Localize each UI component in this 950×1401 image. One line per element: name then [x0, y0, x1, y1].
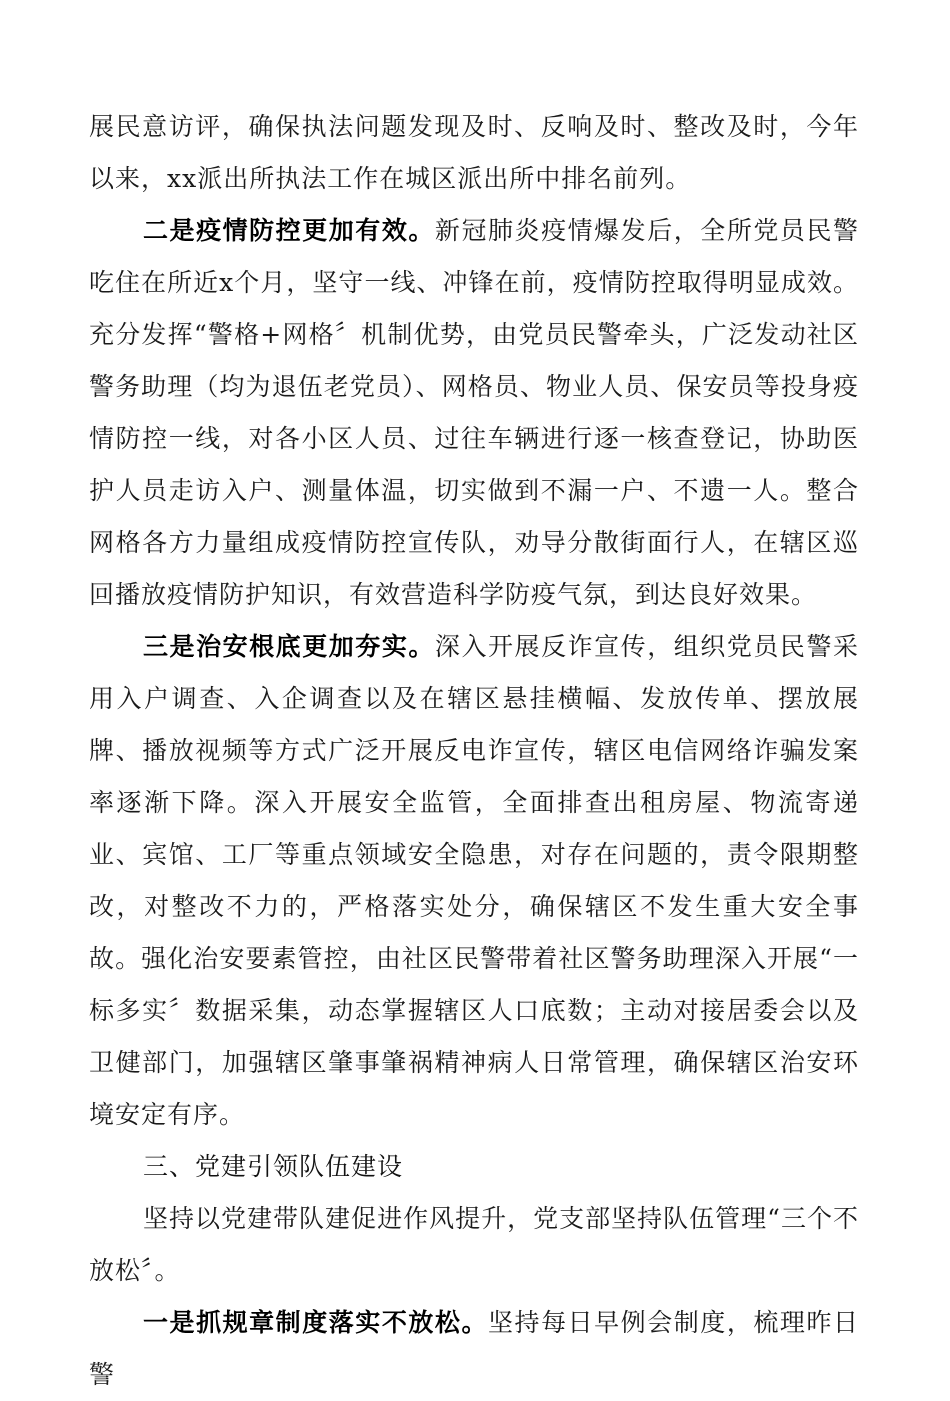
- paragraph-lead: 二是疫情防控更加有效。: [143, 216, 435, 245]
- section-heading: [89, 1141, 859, 1193]
- paragraph-public-security: [89, 621, 859, 1141]
- paragraph-lead: 三是治安根底更加夯实。: [143, 632, 435, 661]
- paragraph-rules-enforcement: [89, 1297, 859, 1401]
- paragraph-lead: 一是抓规章制度落实不放松。: [143, 1308, 488, 1337]
- paragraph-text: 坚持每日早例会制度，梳理昨日警: [89, 1308, 859, 1389]
- section-heading-text: 三、党建引领队伍建设: [143, 1152, 404, 1181]
- paragraph-text: 深入开展反诈宣传，组织党员民警采用入户调查、入企调查以及在辖区悬挂横幅、发放传单、摆放展牌、播放视频等方式广泛开展反电诈宣传，辖区电信网络诈骗发案率逐渐下降。深入开展安全监管，全面排查出租房屋、物流寄递业、宾馆、工厂等重点领域安全隐患，对存在问题的，责令限期整改，对整改不力的，严格落实处分，确保辖区不发生重大安全事故。强化治安要素管控，由社区民警带着社区警务助理深入开展“一标多实〞数据采集，动态掌握辖区人口底数；主动对接居委会以及卫健部门，加强辖区肇事肇祸精神病人日常管理，确保辖区治安环境安定有序。: [89, 632, 859, 1129]
- document-body: [89, 101, 859, 1401]
- paragraph-text: 展民意访评，确保执法问题发现及时、反响及时、整改及时，今年以来，xx派出所执法工作在城区派出所中排名前列。: [89, 112, 859, 193]
- paragraph-text: 新冠肺炎疫情爆发后，全所党员民警吃住在所近x个月，坚守一线、冲锋在前，疫情防控取得明显成效。充分发挥“警格+网格〞机制优势，由党员民警牵头，广泛发动社区警务助理（均为退伍老党员）、网格员、物业人员、保安员等投身疫情防控一线，对各小区人员、过往车辆进行逐一核查登记，协助医护人员走访入户、测量体温，切实做到不漏一户、不遗一人。整合网格各方力量组成疫情防控宣传队，劝导分散街面行人，在辖区巡回播放疫情防护知识，有效营造科学防疫气氛，到达良好效果。: [89, 216, 859, 609]
- paragraph-team-building: [89, 1193, 859, 1297]
- paragraph-continuation: [89, 101, 859, 205]
- paragraph-text: 坚持以党建带队建促进作风提升，党支部坚持队伍管理“三个不放松〞。: [89, 1204, 859, 1285]
- paragraph-epidemic-control: [89, 205, 859, 621]
